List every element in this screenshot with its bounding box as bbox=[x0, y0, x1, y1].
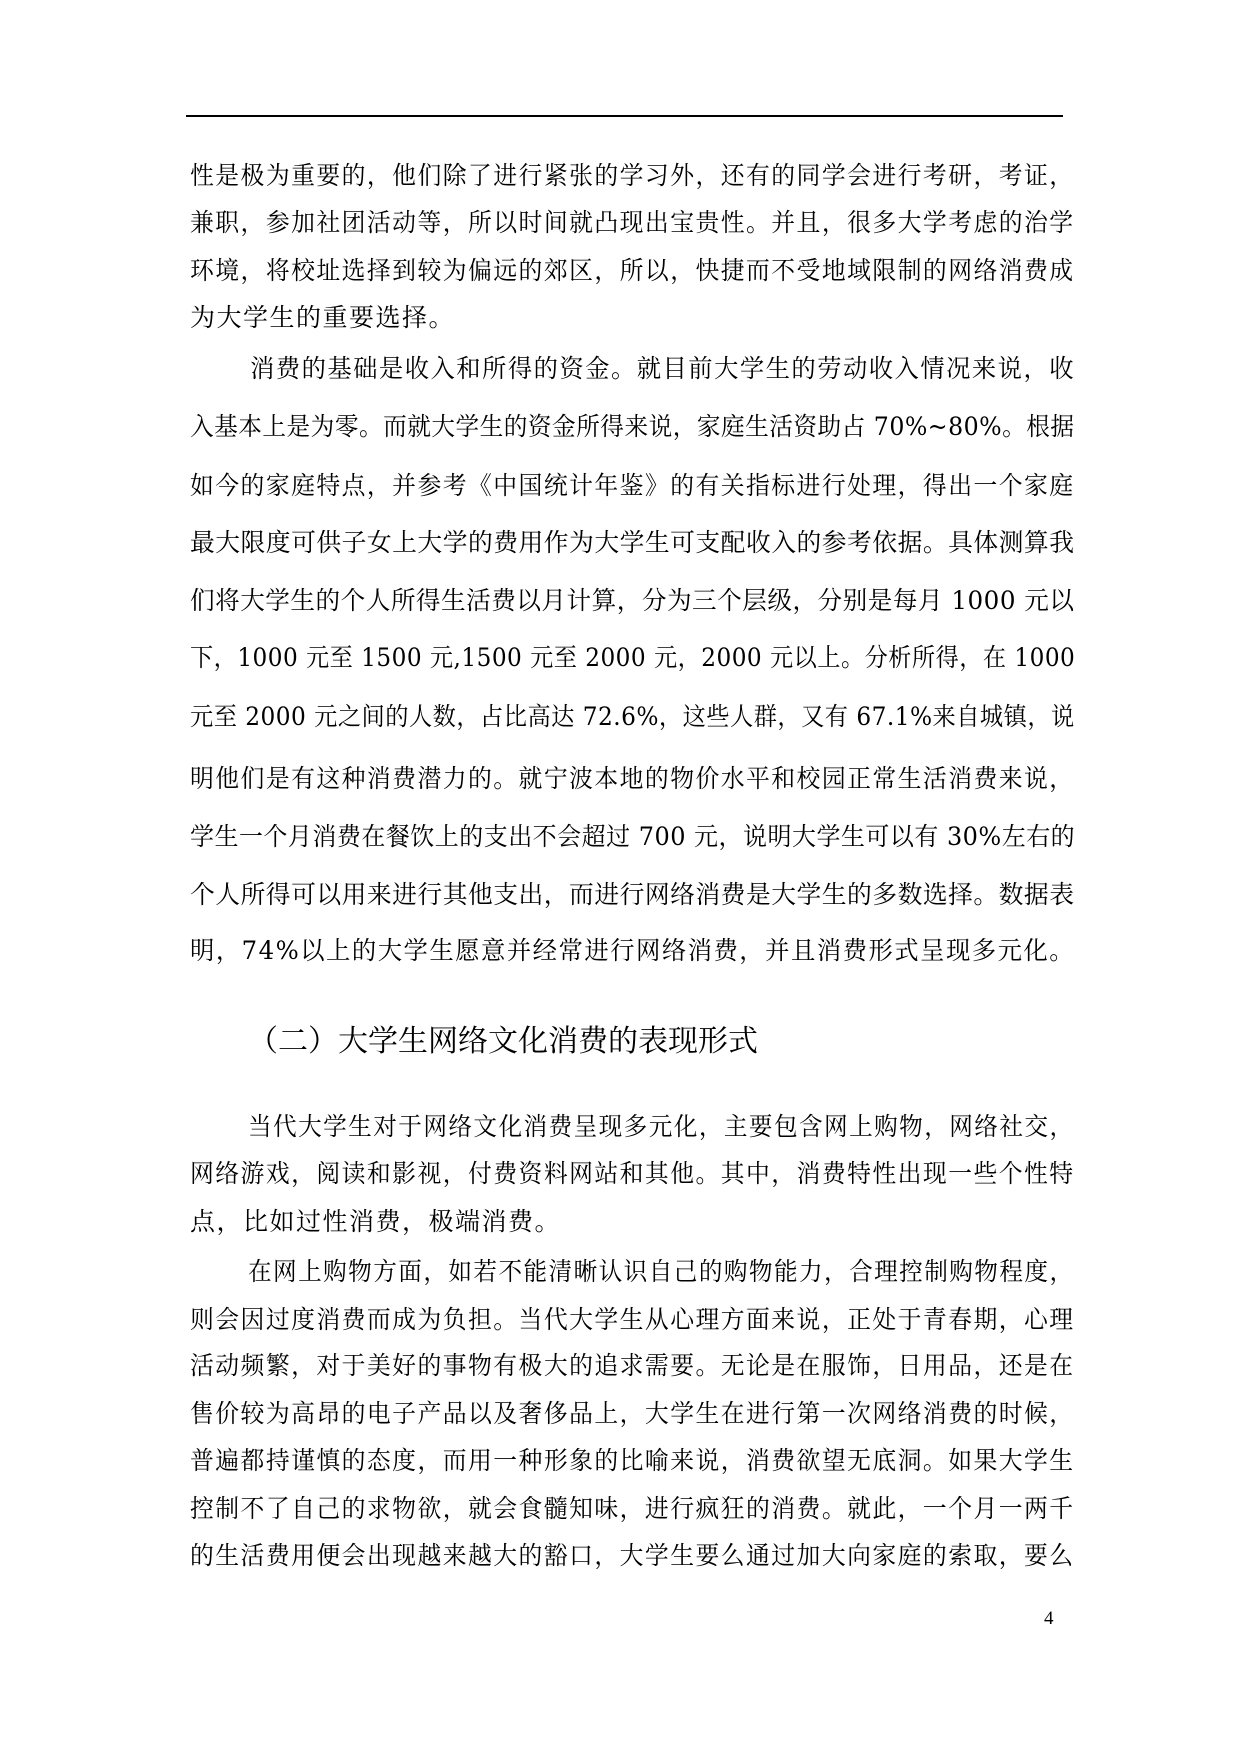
section-line: 的生活费用便会出现越来越大的豁口，大学生要么通过加大向家庭的索取，要么 bbox=[190, 1541, 1075, 1570]
section-line: 活动频繁，对于美好的事物有极大的追求需要。无论是在服饰，日用品，还是在 bbox=[190, 1351, 1075, 1380]
body-line: 们将大学生的个人所得生活费以月计算，分为三个层级，分别是每月 1000 元以 bbox=[190, 586, 1075, 615]
body-line: 环境，将校址选择到较为偏远的郊区，所以，快捷而不受地域限制的网络消费成 bbox=[190, 256, 1075, 285]
body-line: 如今的家庭特点，并参考《中国统计年鉴》的有关指标进行处理，得出一个家庭 bbox=[190, 471, 1075, 500]
body-line: 明，74%以上的大学生愿意并经常进行网络消费，并且消费形式呈现多元化。 bbox=[190, 936, 1076, 965]
section-line: 控制不了自己的求物欲，就会食髓知味，进行疯狂的消费。就此，一个月一两千 bbox=[190, 1494, 1075, 1523]
header-rule bbox=[186, 115, 1063, 117]
body-line: 入基本上是为零。而就大学生的资金所得来说，家庭生活资助占 70%~80%。根据 bbox=[190, 412, 1075, 441]
section-line: 点，比如过性消费，极端消费。 bbox=[190, 1207, 562, 1236]
body-line: 学生一个月消费在餐饮上的支出不会超过 700 元，说明大学生可以有 30%左右的 bbox=[190, 822, 1076, 851]
body-line: 性是极为重要的，他们除了进行紧张的学习外，还有的同学会进行考研，考证， bbox=[190, 161, 1075, 190]
section-line-indented: 当代大学生对于网络文化消费呈现多元化，主要包含网上购物，网络社交， bbox=[248, 1112, 1075, 1141]
page-number: 4 bbox=[1044, 1608, 1054, 1629]
body-line: 兼职，参加社团活动等，所以时间就凸现出宝贵性。并且，很多大学考虑的治学 bbox=[190, 208, 1075, 237]
section-line-indented: 在网上购物方面，如若不能清晰认识自己的购物能力，合理控制购物程度， bbox=[248, 1257, 1075, 1286]
body-line: 元至 2000 元之间的人数，占比高达 72.6%，这些人群，又有 67.1%来自城镇，说 bbox=[190, 702, 1075, 731]
section-line: 则会因过度消费而成为负担。当代大学生从心理方面来说，正处于青春期，心理 bbox=[190, 1305, 1075, 1334]
body-line: 为大学生的重要选择。 bbox=[190, 303, 456, 332]
body-line: 下，1000 元至 1500 元,1500 元至 2000 元，2000 元以上。分析所得，在 1000 bbox=[190, 643, 1076, 672]
section-line: 网络游戏，阅读和影视，付费资料网站和其他。其中，消费特性出现一些个性特 bbox=[190, 1159, 1075, 1188]
section-heading: （二）大学生网络文化消费的表现形式 bbox=[248, 1024, 758, 1059]
body-line: 最大限度可供子女上大学的费用作为大学生可支配收入的参考依据。具体测算我 bbox=[190, 528, 1075, 557]
body-line: 明他们是有这种消费潜力的。就宁波本地的物价水平和校园正常生活消费来说， bbox=[190, 764, 1075, 793]
body-line: 个人所得可以用来进行其他支出，而进行网络消费是大学生的多数选择。数据表 bbox=[190, 880, 1075, 909]
section-line: 售价较为高昂的电子产品以及奢侈品上，大学生在进行第一次网络消费的时候， bbox=[190, 1399, 1075, 1428]
body-line-indented: 消费的基础是收入和所得的资金。就目前大学生的劳动收入情况来说，收 bbox=[250, 354, 1076, 383]
section-line: 普遍都持谨慎的态度，而用一种形象的比喻来说，消费欲望无底洞。如果大学生 bbox=[190, 1446, 1075, 1475]
